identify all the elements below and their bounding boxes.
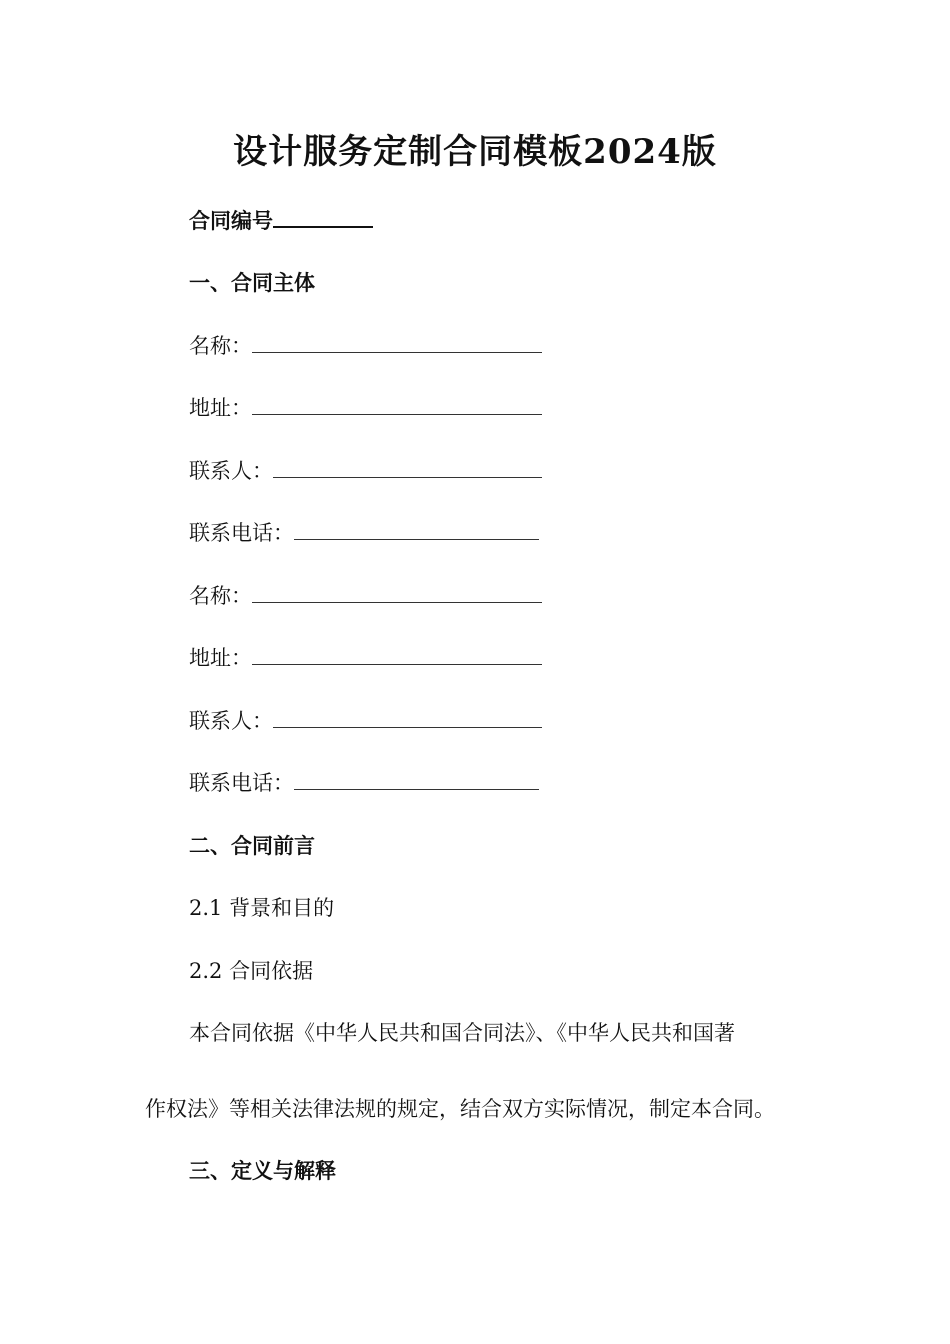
party-b-phone-line — [189, 768, 539, 798]
section2-heading: 二、合同前言 — [189, 833, 315, 858]
party-a-phone-line — [189, 518, 539, 548]
party-a-contact-label: 联系人： — [189, 459, 273, 483]
party-b-phone-label: 联系电话： — [189, 771, 294, 795]
party-b-contact-label: 联系人： — [189, 709, 273, 733]
party-b-phone-field[interactable] — [294, 769, 539, 790]
party-a-address-line — [189, 393, 542, 423]
party-a-phone-field[interactable] — [294, 519, 539, 540]
party-b-name-label: 名称： — [189, 584, 252, 608]
party-a-phone-label: 联系电话： — [189, 521, 294, 545]
party-a-contact-field[interactable] — [273, 457, 542, 478]
party-b-address-label: 地址： — [189, 646, 252, 670]
section3-heading: 三、定义与解释 — [189, 1158, 336, 1183]
party-b-contact-line — [189, 706, 542, 736]
section2-item-1: 2.1 背景和目的 — [189, 896, 335, 920]
party-a-address-field[interactable] — [252, 394, 542, 415]
party-b-address-field[interactable] — [252, 644, 542, 665]
party-a-name-line — [189, 331, 542, 361]
section2-body-line-1: 本合同依据《中华人民共和国合同法》、《中华人民共和国著 — [189, 1021, 735, 1045]
section2-item-2: 2.2 合同依据 — [189, 959, 314, 983]
section1-heading: 一、合同主体 — [189, 270, 315, 295]
contract-number-field[interactable] — [273, 206, 373, 228]
party-a-name-field[interactable] — [252, 332, 542, 353]
party-b-address-line — [189, 643, 542, 673]
party-b-name-line — [189, 581, 542, 611]
party-a-name-label: 名称： — [189, 334, 252, 358]
section2-body-line-2: 作权法》等相关法律法规的规定，结合双方实际情况，制定本合同。 — [145, 1097, 775, 1121]
contract-number-label: 合同编号 — [189, 208, 273, 233]
party-a-address-label: 地址： — [189, 396, 252, 420]
party-b-name-field[interactable] — [252, 582, 542, 603]
document-title: 设计服务定制合同模板2024版 — [233, 132, 717, 172]
party-b-contact-field[interactable] — [273, 707, 542, 728]
party-a-contact-line — [189, 456, 542, 486]
contract-number-line — [189, 206, 373, 236]
